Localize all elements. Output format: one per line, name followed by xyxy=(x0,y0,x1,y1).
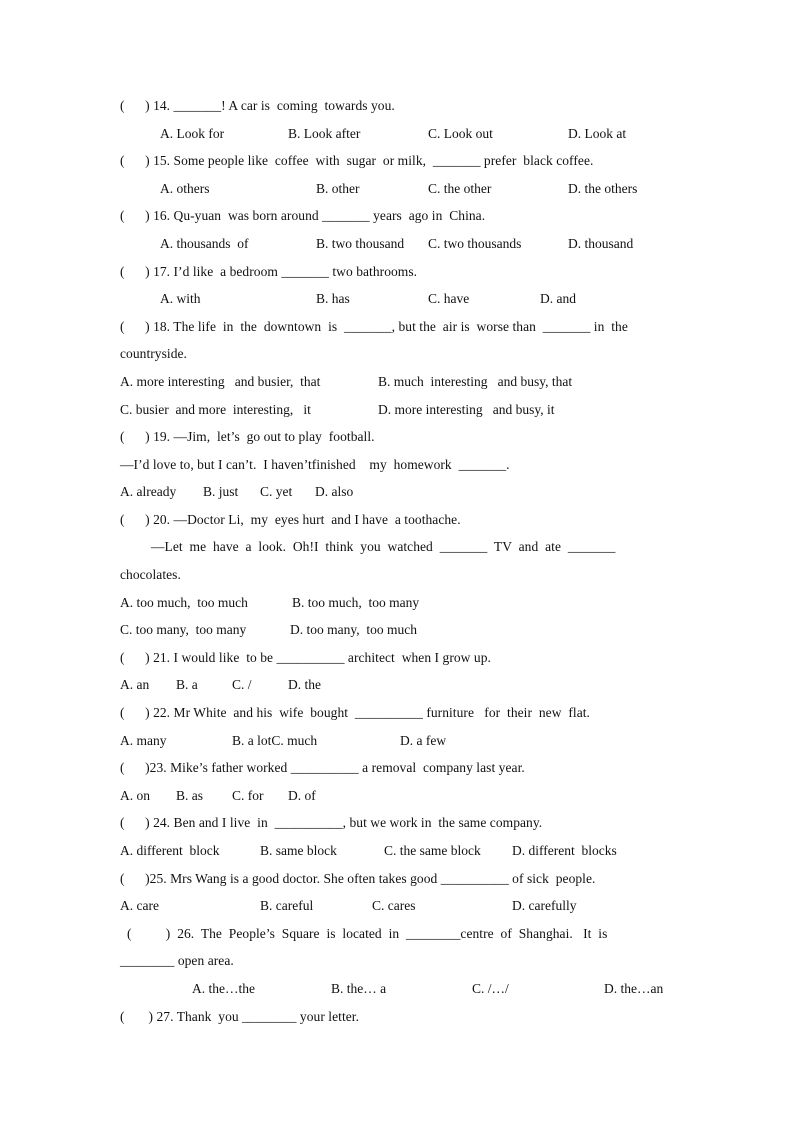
question-18-option-d[interactable]: D. more interesting and busy, it xyxy=(378,402,555,417)
question-20-option-a[interactable]: A. too much, too much xyxy=(120,595,248,610)
question-18-option-b[interactable]: B. much interesting and busy, that xyxy=(378,374,573,389)
question-21-option-d[interactable]: D. the xyxy=(288,677,321,692)
question-15-option-a[interactable]: A. others xyxy=(160,181,210,196)
question-25-stem: ( )25. Mrs Wang is a good doctor. She often takes good __________ of sick people. xyxy=(120,871,596,886)
question-19-option-b[interactable]: B. just xyxy=(203,484,239,499)
question-18-option-a[interactable]: A. more interesting and busier, that xyxy=(120,374,321,389)
question-24-option-c[interactable]: C. the same block xyxy=(384,843,481,858)
question-21-option-c[interactable]: C. / xyxy=(232,677,252,692)
question-26-option-b[interactable]: B. the… a xyxy=(331,981,387,996)
question-19-option-d[interactable]: D. also xyxy=(315,484,354,499)
question-15-option-b[interactable]: B. other xyxy=(316,181,360,196)
question-22-option-d[interactable]: D. a few xyxy=(400,733,447,748)
question-15-option-c[interactable]: C. the other xyxy=(428,181,492,196)
question-25-option-a[interactable]: A. care xyxy=(120,898,159,913)
question-16-stem: ( ) 16. Qu-yuan was born around _______ years ago in China. xyxy=(120,208,486,223)
question-14-option-c[interactable]: C. Look out xyxy=(428,126,493,141)
question-20-option-b[interactable]: B. too much, too many xyxy=(292,595,420,610)
question-17-option-a[interactable]: A. with xyxy=(160,291,201,306)
question-25-option-d[interactable]: D. carefully xyxy=(512,898,577,913)
question-22-option-a[interactable]: A. many xyxy=(120,733,167,748)
question-14-option-d[interactable]: D. Look at xyxy=(568,126,627,141)
question-17-option-d[interactable]: D. and xyxy=(540,291,576,306)
question-15-stem: ( ) 15. Some people like coffee with sugar or milk, _______ prefer black coffee. xyxy=(120,153,594,168)
question-17-option-b[interactable]: B. has xyxy=(316,291,350,306)
question-23-stem: ( )23. Mike’s father worked __________ a removal company last year. xyxy=(120,760,525,775)
question-20-option-c[interactable]: C. too many, too many xyxy=(120,622,247,637)
question-24-option-a[interactable]: A. different block xyxy=(120,843,220,858)
question-18-stem: ( ) 18. The life in the downtown is _______, but the air is worse than _______ in the xyxy=(120,319,628,334)
question-19-stem-continued: —I’d love to, but I can’t. I haven’tfinished my homework _______. xyxy=(120,457,510,472)
question-17-stem: ( ) 17. I’d like a bedroom _______ two bathrooms. xyxy=(120,264,418,279)
question-21-option-a[interactable]: A. an xyxy=(120,677,150,692)
question-15-option-d[interactable]: D. the others xyxy=(568,181,638,196)
question-21-stem: ( ) 21. I would like to be __________ architect when I grow up. xyxy=(120,650,491,665)
question-27-stem: ( ) 27. Thank you ________ your letter. xyxy=(120,1009,360,1024)
question-26-option-a[interactable]: A. the…the xyxy=(192,981,255,996)
question-19-stem: ( ) 19. —Jim, let’s go out to play football. xyxy=(120,429,375,444)
question-26-stem-continued: ________ open area. xyxy=(120,953,234,968)
question-21-option-b[interactable]: B. a xyxy=(176,677,198,692)
question-14-option-a[interactable]: A. Look for xyxy=(160,126,225,141)
question-25-option-b[interactable]: B. careful xyxy=(260,898,314,913)
question-18-option-c[interactable]: C. busier and more interesting, it xyxy=(120,402,311,417)
question-16-option-a[interactable]: A. thousands of xyxy=(160,236,249,251)
question-19-option-a[interactable]: A. already xyxy=(120,484,177,499)
question-16-option-c[interactable]: C. two thousands xyxy=(428,236,522,251)
question-26-option-c[interactable]: C. /…/ xyxy=(472,981,509,996)
question-20-stem-continued: —Let me have a look. Oh!I think you watched _______ TV and ate _______ xyxy=(151,539,616,554)
question-16-option-d[interactable]: D. thousand xyxy=(568,236,634,251)
question-23-option-c[interactable]: C. for xyxy=(232,788,264,803)
question-20-option-d[interactable]: D. too many, too much xyxy=(290,622,417,637)
question-22-stem: ( ) 22. Mr White and his wife bought __________ furniture for their new flat. xyxy=(120,705,590,720)
question-26-stem: ( ) 26. The People’s Square is located in ________centre of Shanghai. It is xyxy=(127,926,608,941)
question-20-stem-continued-2: chocolates. xyxy=(120,567,181,582)
question-19-option-c[interactable]: C. yet xyxy=(260,484,293,499)
question-24-stem: ( ) 24. Ben and I live in __________, but we work in the same company. xyxy=(120,815,543,830)
question-24-option-d[interactable]: D. different blocks xyxy=(512,843,617,858)
question-16-option-b[interactable]: B. two thousand xyxy=(316,236,405,251)
question-18-stem-continued: countryside. xyxy=(120,346,187,361)
question-14-option-b[interactable]: B. Look after xyxy=(288,126,361,141)
question-24-option-b[interactable]: B. same block xyxy=(260,843,337,858)
question-17-option-c[interactable]: C. have xyxy=(428,291,470,306)
question-26-option-d[interactable]: D. the…an xyxy=(604,981,664,996)
question-22-option-b-c[interactable]: B. a lotC. much xyxy=(232,733,318,748)
question-14-stem: ( ) 14. _______! A car is coming towards you. xyxy=(120,98,395,113)
question-23-option-a[interactable]: A. on xyxy=(120,788,150,803)
question-20-stem: ( ) 20. —Doctor Li, my eyes hurt and I have a toothache. xyxy=(120,512,461,527)
question-23-option-d[interactable]: D. of xyxy=(288,788,316,803)
question-23-option-b[interactable]: B. as xyxy=(176,788,203,803)
question-25-option-c[interactable]: C. cares xyxy=(372,898,416,913)
